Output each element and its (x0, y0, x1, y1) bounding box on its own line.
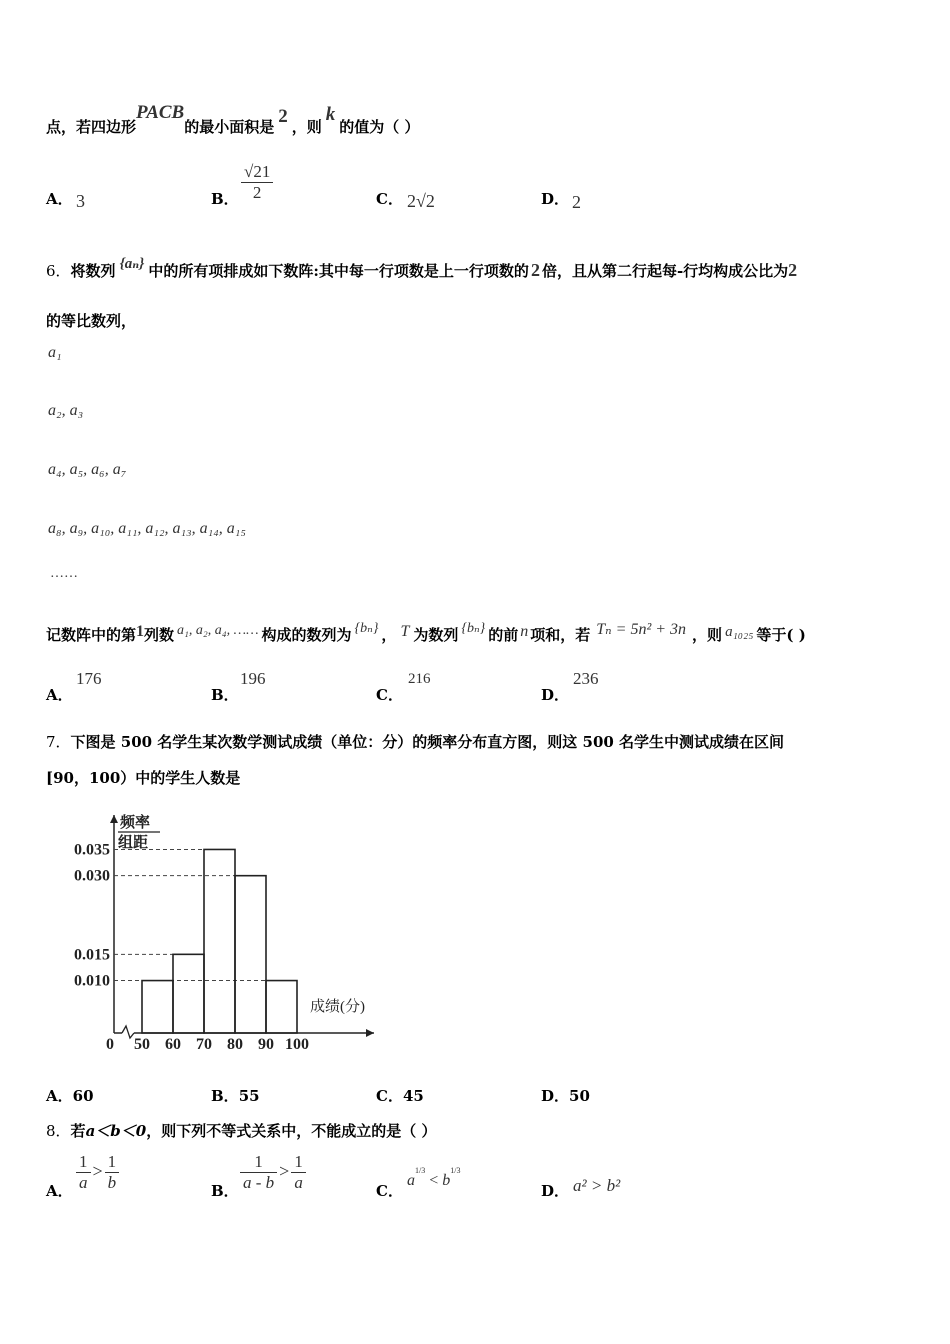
y-tick-label: 0.035 (74, 841, 110, 859)
q5-min-area: 2 (278, 106, 288, 127)
q5-option-b[interactable] (211, 188, 239, 209)
q5-option-b-fraction (241, 162, 273, 203)
q8-option-c[interactable] (376, 1180, 403, 1201)
q6-option-d-value: 236 (573, 669, 599, 688)
q6-stem-part: 将数列 (70, 262, 116, 280)
histogram-bar (235, 876, 266, 1033)
q6-condition: Tₙ = 5n² + 3n (596, 621, 687, 638)
option-label: D． (541, 686, 570, 704)
q5-stem-part: 的最小面积是 (184, 118, 275, 136)
q6-stem-part: 中的所有项排成如下数阵:其中每一行项数是上一行项数的 (148, 262, 529, 280)
q6-option-d[interactable] (541, 684, 569, 705)
exponent: 1/3 (450, 1165, 461, 1175)
q6-sequence-b-2: {bₙ} (461, 621, 486, 636)
q6-array-row-3: a₄, a₅, a₆, a₇ (48, 461, 127, 478)
operator: < (429, 1172, 439, 1189)
fraction-numerator: 1 (240, 1152, 277, 1173)
q6-option-c[interactable] (376, 684, 403, 705)
option-label: C． (376, 686, 403, 704)
q6-sequence-a: {aₙ} (119, 256, 145, 272)
q6-stem-part: 记数阵中的第 (46, 626, 137, 644)
q6-sequence-b: {bₙ} (354, 621, 379, 636)
q8-option-c-expr (407, 1165, 461, 1190)
q7-option-b[interactable] (211, 1085, 260, 1106)
question-number: 8． (46, 1122, 71, 1140)
q8-stem-part: 若 (70, 1122, 86, 1140)
q6-array-ellipsis: …… (50, 566, 78, 581)
q6-stem-end: 的等比数列， (46, 312, 137, 330)
q6-option-c-value: 216 (408, 671, 431, 687)
q8-stem-part: ，则下列不等式关系中，不能成立的是（ ） (146, 1122, 437, 1140)
option-label: C． (376, 190, 403, 208)
q6-var-n: n (520, 623, 529, 640)
q6-array-row-2: a₂, a₃ (48, 402, 84, 419)
option-label: B． (211, 190, 239, 208)
q5-option-c[interactable] (376, 188, 403, 209)
fraction-numerator: 1 (76, 1152, 91, 1173)
option-label: D． (541, 1087, 570, 1105)
q5-option-d-value: 2 (572, 192, 581, 212)
histogram-bar (142, 981, 173, 1033)
option-value: 50 (569, 1087, 590, 1105)
fraction-numerator: 1 (105, 1152, 120, 1173)
option-value: 45 (402, 1087, 424, 1105)
q6-line2 (46, 621, 806, 645)
x-tick-label: 90 (258, 1036, 274, 1053)
q5-option-c-value: 2√2 (407, 191, 435, 211)
q6-stem-part: 列数 (144, 626, 175, 644)
q6-stem-part: ， (381, 626, 397, 644)
q5-stem-part: ，则 (291, 118, 322, 136)
option-label: A． (46, 190, 73, 208)
q7-stem-line-1: 下图是 500 名学生某次数学测试成绩（单位：分）的频率分布直方图，则这 500 名学生中测试成绩在区间 (70, 733, 785, 751)
x-axis-label: 成绩(分) (310, 999, 365, 1015)
q6-factor: 2 (530, 260, 540, 280)
x-tick-label: 70 (196, 1036, 212, 1053)
option-label: B． (211, 686, 239, 704)
q8-condition: a＜b＜0 (85, 1122, 147, 1140)
q6-stem-part: 项和，若 (530, 626, 591, 644)
q6-ratio: 2 (788, 260, 798, 280)
q8-option-b-expr (240, 1152, 306, 1193)
option-label: C． (376, 1087, 403, 1105)
q6-option-a-value: 176 (76, 669, 102, 688)
fraction-denominator: 2 (252, 183, 262, 202)
q5-option-a[interactable] (46, 188, 73, 209)
fraction-numerator: 1 (291, 1152, 306, 1173)
x-tick-label: 50 (134, 1036, 150, 1053)
q6-array-row-4: a₈, a₉, a₁₀, a₁₁, a₁₂, a₁₃, a₁₄, a₁₅ (48, 520, 246, 537)
q8-option-a-expr (76, 1152, 119, 1193)
option-label: D． (541, 1182, 570, 1200)
q6-option-a[interactable] (46, 684, 73, 705)
origin-label: 0 (106, 1036, 114, 1053)
option-label: B． (211, 1182, 239, 1200)
q6-target: a₁₀₂₅ (725, 624, 754, 640)
y-tick-label: 0.010 (74, 972, 110, 990)
x-tick-label: 100 (285, 1036, 309, 1053)
x-axis-break (122, 1026, 134, 1038)
q7-option-a[interactable] (46, 1085, 94, 1106)
y-axis-arrow (110, 815, 118, 823)
option-label: A． (46, 1087, 73, 1105)
q6-stem-part: ，则 (692, 626, 723, 644)
fraction-denominator: a (79, 1173, 88, 1192)
base-b: b (442, 1172, 451, 1189)
q7-option-d[interactable] (541, 1085, 590, 1106)
q8-option-d[interactable] (541, 1180, 569, 1201)
q8-option-d-expr: a² > b² (573, 1176, 621, 1195)
y-tick-label: 0.030 (74, 867, 110, 885)
q6-option-b-value: 196 (240, 669, 266, 688)
option-label: A． (46, 1182, 73, 1200)
question-number: 6． (46, 262, 71, 280)
q7-option-c[interactable] (376, 1085, 424, 1106)
fraction-denominator: a - b (243, 1173, 275, 1192)
q6-stem-part: 为数列 (413, 626, 459, 644)
y-tick-label: 0.015 (74, 946, 110, 964)
q5-option-a-value: 3 (76, 191, 85, 211)
histogram-chart (44, 795, 394, 1055)
q6-array-row-1: a₁ (48, 344, 62, 361)
q7-stem (46, 731, 784, 752)
fraction-denominator: a (294, 1173, 303, 1192)
option-value: 55 (238, 1087, 260, 1105)
q7-stem-line-2: [90，100）中的学生人数是 (46, 769, 241, 787)
q6-option-b[interactable] (211, 684, 239, 705)
q6-column: 1 (136, 623, 145, 640)
q8-option-b[interactable] (211, 1180, 239, 1201)
y-axis-label-top: 频率 (120, 815, 151, 831)
q6-stem-part: 倍，且从第二行起每-行均构成公比为 (541, 262, 789, 280)
q6-stem (46, 256, 798, 281)
option-label: A． (46, 686, 73, 704)
x-tick-label: 80 (227, 1036, 243, 1053)
histogram-bar (173, 954, 204, 1033)
y-axis-label-bottom: 组距 (118, 835, 149, 851)
q5-stem-part: 的值为（ ） (339, 118, 420, 136)
q6-stem-part: 的前 (488, 626, 519, 644)
histogram-bar (204, 849, 235, 1033)
q6-stem-part: 等于( ) (756, 626, 806, 644)
option-label: D． (541, 190, 570, 208)
question-number: 7． (46, 733, 71, 751)
q5-stem (46, 102, 420, 138)
x-tick-label: 60 (165, 1036, 181, 1053)
option-value: 60 (72, 1087, 94, 1105)
fraction-denominator: b (107, 1173, 117, 1192)
q8-option-a[interactable] (46, 1180, 73, 1201)
base-a: a (407, 1172, 415, 1189)
q5-var-k: k (325, 104, 336, 125)
q6-col-terms: a₁, a₂, a₄, …… (177, 623, 259, 638)
operator: > (92, 1161, 103, 1181)
q8-stem (46, 1120, 436, 1141)
exponent: 1/3 (415, 1165, 426, 1175)
operator: > (279, 1161, 290, 1181)
q5-shape: PACB (136, 102, 185, 123)
fraction-numerator: √21 (241, 162, 273, 183)
q5-stem-part: 点，若四边形 (46, 118, 137, 136)
histogram-bar (266, 981, 297, 1033)
q6-stem-part: 构成的数列为 (261, 626, 352, 644)
option-label: B． (211, 1087, 239, 1105)
q6-var-t: T (400, 623, 410, 640)
option-label: C． (376, 1182, 403, 1200)
q5-option-d[interactable] (541, 188, 569, 209)
x-axis-arrow (366, 1029, 374, 1037)
